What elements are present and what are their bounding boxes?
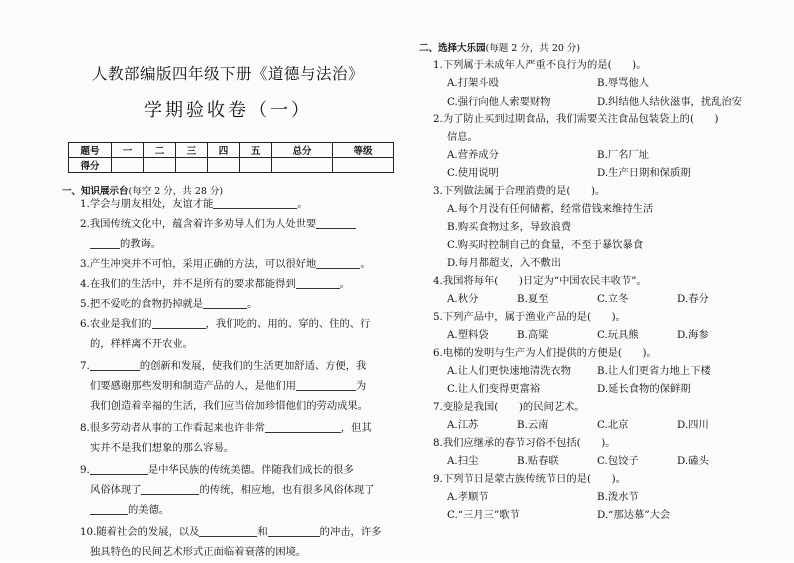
fill-question-9-cont: 风俗体现了 的传统，相应地，也有很多风俗体现了 bbox=[90, 484, 375, 496]
option[interactable]: A.秋分 bbox=[447, 293, 479, 305]
answer-blank[interactable] bbox=[90, 236, 120, 249]
choice-question-3: 3.下列做法属于合理消费的是( )。 bbox=[433, 185, 606, 197]
option[interactable]: A.打架斗殴 bbox=[447, 77, 499, 89]
option[interactable]: B.高粱 bbox=[517, 329, 549, 341]
choice-question-1: 1.下列属于未成年人严重不良行为的是( )。 bbox=[433, 59, 647, 71]
answer-blank[interactable] bbox=[90, 462, 148, 475]
option[interactable]: C.立冬 bbox=[597, 293, 629, 305]
answer-blank[interactable] bbox=[199, 524, 257, 537]
option[interactable]: C.让人们变得更富裕 bbox=[447, 383, 541, 395]
fill-question-4: 4.在我们的生活中，并不是所有的要求都能得到 。 bbox=[80, 278, 351, 290]
fill-question-9-cont2: 的美德。 bbox=[90, 501, 169, 521]
fill-question-7: 7. 的创新和发展，使我们的生活更加舒适、方便，我 bbox=[80, 360, 367, 372]
score-blank[interactable] bbox=[208, 158, 240, 173]
score-table bbox=[68, 142, 394, 173]
option[interactable]: A.江苏 bbox=[447, 419, 479, 431]
choice-question-4: 4.我国将每年( )日定为“中国农民丰收节”。 bbox=[433, 275, 647, 287]
score-cell: 四 bbox=[208, 143, 240, 158]
option[interactable]: A.让人们更快速地清洗衣物 bbox=[447, 365, 571, 377]
option[interactable]: C.强行向他人索要财物 bbox=[447, 96, 551, 108]
answer-blank[interactable] bbox=[296, 276, 340, 289]
score-cell: 五 bbox=[240, 143, 272, 158]
option[interactable]: B.厂名厂址 bbox=[597, 149, 650, 161]
choice-question-6: 6.电梯的发明与生产为人们提供的方便是( )。 bbox=[433, 347, 657, 359]
fill-question-10-cont: 独具特色的民间艺术形式正面临着衰落的困境。 bbox=[90, 546, 307, 558]
option[interactable]: B.云南 bbox=[517, 419, 549, 431]
fill-question-7-cont2: 我们创造着幸福的生活，我们应当倍加珍惜他们的劳动成果。 bbox=[90, 400, 369, 412]
score-blank[interactable] bbox=[144, 158, 176, 173]
score-blank[interactable] bbox=[272, 158, 333, 173]
choice-question-7: 7.变脸是我国( )的民间艺术。 bbox=[433, 401, 585, 413]
score-blank[interactable] bbox=[112, 158, 144, 173]
choice-question-5: 5.下列产品中，属于渔业产品的是( )。 bbox=[433, 311, 626, 323]
option[interactable]: A.营养成分 bbox=[447, 149, 499, 161]
option[interactable]: B.贴春联 bbox=[517, 455, 559, 467]
option[interactable]: D.延长食物的保鲜期 bbox=[597, 383, 691, 395]
score-cell: 三 bbox=[176, 143, 208, 158]
score-cell: 一 bbox=[112, 143, 144, 158]
fill-question-9: 9. 是中华民族的传统美德。伴随我们成长的很多 bbox=[80, 464, 354, 476]
option[interactable]: C.玩具熊 bbox=[597, 329, 639, 341]
answer-blank[interactable] bbox=[141, 482, 199, 495]
fill-question-6: 6.农业是我们的 ，我们吃的、用的、穿的、住的、行 bbox=[80, 318, 371, 330]
score-cell: 总分 bbox=[272, 143, 333, 158]
option[interactable]: B.让人们更省力地上下楼 bbox=[597, 365, 711, 377]
option[interactable]: D.“那达慕”大会 bbox=[597, 509, 671, 521]
choice-question-2-cont: 信息。 bbox=[447, 131, 478, 143]
score-cell: 等级 bbox=[333, 143, 394, 158]
section2-heading: 二、选择大乐园(每题 2 分，共 20 分) bbox=[419, 43, 581, 54]
choice-question-9: 9.下列节日是蒙古族传统节日的是( )。 bbox=[433, 473, 626, 485]
answer-blank[interactable] bbox=[268, 524, 320, 537]
option[interactable]: D.每月都超支，入不敷出 bbox=[447, 257, 562, 269]
fill-question-1: 1.学会与朋友相处，友谊才能 。 bbox=[80, 198, 308, 210]
option[interactable]: B.夏至 bbox=[517, 293, 549, 305]
option[interactable]: D.生产日期和保质期 bbox=[597, 167, 691, 179]
option[interactable]: A.每个月没有任何储蓄，经常借钱来维持生活 bbox=[447, 203, 654, 215]
answer-blank[interactable] bbox=[265, 420, 341, 433]
score-blank[interactable] bbox=[333, 158, 394, 173]
choice-question-2: 2.为了防止买到过期食品，我们需要关注食品包装袋上的( ) bbox=[433, 113, 719, 125]
option[interactable]: C.购买时控制自己的食量，不至于暴饮暴食 bbox=[447, 239, 644, 251]
fill-question-10: 10.随着社会的发展，以及 和 的冲击，许多 bbox=[80, 526, 382, 538]
option[interactable]: B.辱骂他人 bbox=[597, 77, 650, 89]
fill-question-2: 2.我国传统文化中，蕴含着许多劝导人们为人处世要 bbox=[80, 215, 356, 235]
option[interactable]: D.春分 bbox=[677, 293, 709, 305]
option[interactable]: A.孝顺节 bbox=[447, 491, 489, 503]
section1-heading: 一、知识展示台(每空 2 分，共 28 分) bbox=[62, 186, 224, 197]
fill-question-7-cont: 们要感谢那些发明和制造产品的人，是他们用 为 bbox=[90, 380, 367, 392]
option[interactable]: C.使用说明 bbox=[447, 167, 499, 179]
score-blank[interactable] bbox=[176, 158, 208, 173]
fill-question-6-cont: 的，样样离不开农业。 bbox=[90, 338, 193, 350]
score-blank[interactable] bbox=[240, 158, 272, 173]
option[interactable]: C.包饺子 bbox=[597, 455, 639, 467]
exam-subtitle: 学期验收卷（一） bbox=[144, 100, 312, 121]
score-cell: 题号 bbox=[69, 143, 112, 158]
option[interactable]: D.四川 bbox=[677, 419, 709, 431]
score-value-row bbox=[69, 158, 394, 173]
choice-question-8: 8.我们应继承的春节习俗不包括( )。 bbox=[433, 437, 616, 449]
option[interactable]: C.“三月三”歌节 bbox=[447, 509, 520, 521]
option[interactable]: A.塑料袋 bbox=[447, 329, 489, 341]
answer-blank[interactable] bbox=[90, 502, 128, 515]
answer-blank[interactable] bbox=[203, 296, 247, 309]
option[interactable]: B.泼水节 bbox=[597, 491, 639, 503]
fill-question-3: 3.产生冲突并不可怕，采用正确的方法，可以很好地 。 bbox=[80, 258, 371, 270]
fill-question-8: 8.很多劳动者从事的工作看起来也许非常 ，但其 bbox=[80, 422, 372, 434]
option[interactable]: C.北京 bbox=[597, 419, 629, 431]
fill-question-2-cont: 的教诲。 bbox=[90, 235, 161, 255]
option[interactable]: D.磕头 bbox=[677, 455, 709, 467]
option[interactable]: D.海参 bbox=[677, 329, 709, 341]
answer-blank[interactable] bbox=[90, 358, 140, 371]
score-label: 得分 bbox=[69, 158, 112, 173]
answer-blank[interactable] bbox=[316, 256, 360, 269]
answer-blank[interactable] bbox=[213, 196, 297, 209]
fill-question-5: 5.把不爱吃的食物扔掉就是 。 bbox=[80, 298, 258, 310]
section2-questions bbox=[419, 0, 779, 561]
score-cell: 二 bbox=[144, 143, 176, 158]
score-header-row bbox=[69, 143, 394, 158]
answer-blank[interactable] bbox=[152, 316, 206, 329]
answer-blank[interactable] bbox=[316, 216, 356, 229]
option[interactable]: D.纠结他人结伙滋事，扰乱治安 bbox=[597, 96, 743, 108]
option[interactable]: A.扫尘 bbox=[447, 455, 479, 467]
fill-question-8-cont: 实并不是我们想象的那么容易。 bbox=[90, 442, 235, 454]
exam-title: 人教部编版四年级下册《道德与法治》 bbox=[91, 65, 364, 83]
answer-blank[interactable] bbox=[296, 378, 356, 391]
option[interactable]: B.购买食物过多，导致浪费 bbox=[447, 221, 572, 233]
